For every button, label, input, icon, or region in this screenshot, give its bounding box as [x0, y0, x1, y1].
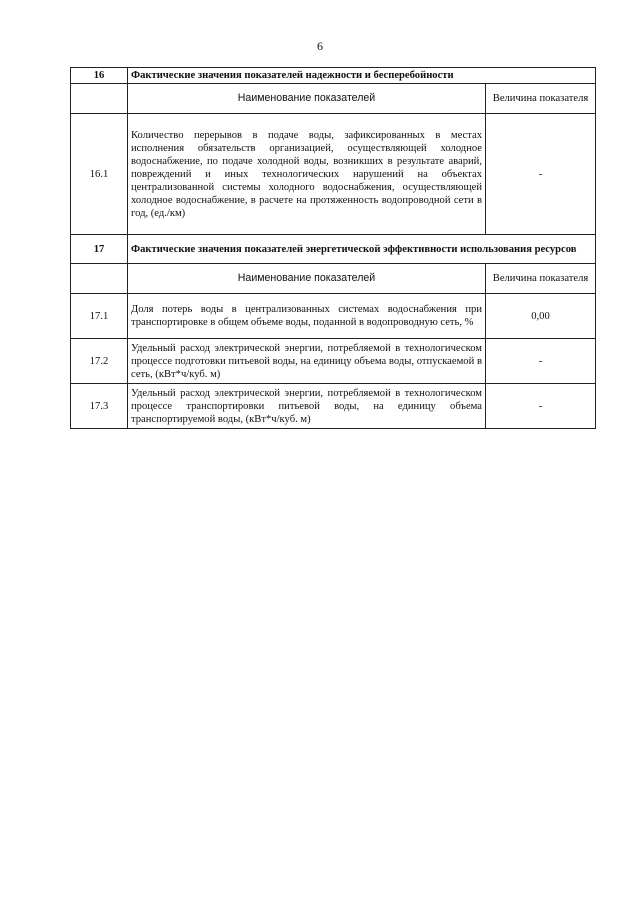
column-header-row	[71, 264, 596, 294]
row-indicator-value: -	[486, 114, 596, 235]
row-indicator-name: Количество перерывов в подаче воды, зафиксированных в местах исполнения обязательств организацией, осуществляющей холодное водоснабжение, по подаче холодной воды, возникших в результате аварий, повреждений и иных технологических нарушений на объектах централизованной системы холодного водоснабжения, осуществляющей холодное водоснабжение, в расчете на протяженность водопроводной сети в год, (ед./км)	[128, 114, 486, 235]
row-indicator-name: Удельный расход электрической энергии, потребляемой в технологическом процессе подготовки питьевой воды, на единицу объема воды, отпускаемой в сеть, (кВт*ч/куб. м)	[128, 339, 486, 384]
row-number: 17.2	[71, 339, 128, 384]
column-header-name: Наименование показателей	[128, 84, 486, 114]
row-indicator-name: Удельный расход электрической энергии, потребляемой в технологическом процессе транспортировки питьевой воды, на единицу объема транспортируемой воды, (кВт*ч/куб. м)	[128, 384, 486, 429]
table-row	[71, 339, 596, 384]
table-row	[71, 114, 596, 235]
table-row	[71, 294, 596, 339]
section-17-header	[71, 235, 596, 264]
row-number: 16.1	[71, 114, 128, 235]
page-number: 6	[317, 39, 323, 53]
section-16-header	[71, 68, 596, 84]
section-title: Фактические значения показателей энергетической эффективности использования ресурсов	[128, 235, 596, 264]
row-indicator-name: Доля потерь воды в централизованных системах водоснабжения при транспортировке в общем объеме воды, поданной в водопроводную сеть, %	[128, 294, 486, 339]
column-header-row	[71, 84, 596, 114]
row-number: 17.3	[71, 384, 128, 429]
section-number: 17	[71, 235, 128, 264]
row-indicator-value: 0,00	[486, 294, 596, 339]
row-number: 17.1	[71, 294, 128, 339]
section-number: 16	[71, 68, 128, 84]
row-indicator-value: -	[486, 339, 596, 384]
empty-cell	[71, 84, 128, 114]
section-title: Фактические значения показателей надежности и бесперебойности	[128, 68, 596, 84]
row-indicator-value: -	[486, 384, 596, 429]
indicators-table	[70, 67, 596, 429]
empty-cell	[71, 264, 128, 294]
table-row	[71, 384, 596, 429]
column-header-value: Величина показателя	[486, 84, 596, 114]
column-header-value: Величина показателя	[486, 264, 596, 294]
column-header-name: Наименование показателей	[128, 264, 486, 294]
